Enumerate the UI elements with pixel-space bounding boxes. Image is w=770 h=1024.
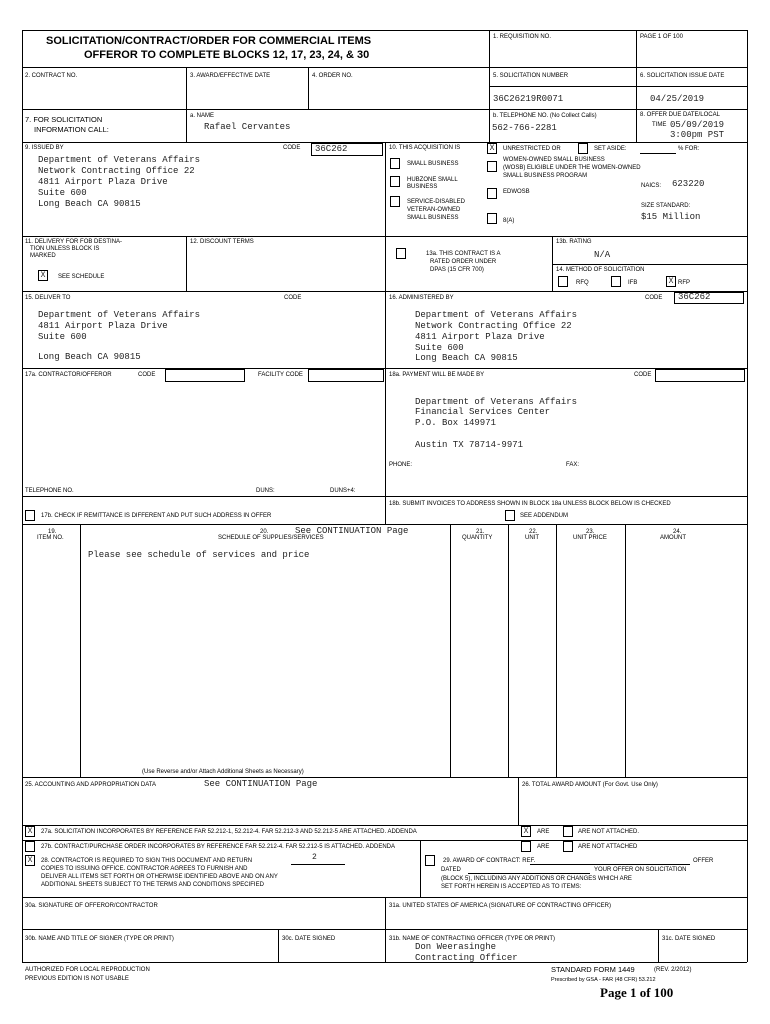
total-award-label: 26. TOTAL AWARD AMOUNT (For Govt. Use Only) xyxy=(522,782,658,788)
officer-title: Contracting Officer xyxy=(415,953,518,963)
sdvosb-checkbox[interactable] xyxy=(390,196,400,207)
block27b-are-checkbox[interactable] xyxy=(521,841,531,852)
rule-mid-18b xyxy=(385,496,386,524)
administered-by-line-4: Suite 600 xyxy=(415,343,464,353)
block27b-checkbox[interactable] xyxy=(25,841,35,852)
contract-no-label: 2. CONTRACT NO. xyxy=(25,73,78,79)
payment-code-box[interactable] xyxy=(655,369,745,382)
ifb-checkbox[interactable] xyxy=(611,276,621,287)
size-standard-value[interactable]: $15 Million xyxy=(641,212,701,222)
delivery-fob-label-3: MARKED xyxy=(30,253,56,259)
name-label: a. NAME xyxy=(190,113,215,119)
block27b-are-not-checkbox[interactable] xyxy=(563,841,573,852)
rule-top xyxy=(22,30,747,31)
name-31b-label: 31b. NAME OF CONTRACTING OFFICER (TYPE OR PRINT) xyxy=(389,936,556,942)
requisition-label: 1. REQUISITION NO. xyxy=(493,34,552,40)
rule-mid xyxy=(385,142,386,496)
footer-form-name: STANDARD FORM 1449 xyxy=(551,965,635,974)
block28-line-3: DELIVER ALL ITEMS SET FORTH OR OTHERWISE IDENTIFIED ABOVE AND ON ANY xyxy=(41,874,278,880)
col20-num: 20. xyxy=(260,529,269,535)
administered-by-label: 16. ADMINISTERED BY xyxy=(389,295,454,301)
block29-checkbox[interactable] xyxy=(425,855,435,866)
solicitation-info-label-2: INFORMATION CALL: xyxy=(34,125,109,134)
see-schedule-label: SEE SCHEDULE xyxy=(58,274,105,280)
eight-a-checkbox[interactable] xyxy=(487,213,497,224)
rfq-checkbox[interactable] xyxy=(558,276,568,287)
discount-terms-label: 12. DISCOUNT TERMS xyxy=(190,239,254,245)
invoice-label: 18b. SUBMIT INVOICES TO ADDRESS SHOWN IN BLOCK 18a UNLESS BLOCK BELOW IS CHECKED xyxy=(389,501,671,507)
telephone-label: b. TELEPHONE NO. (No Collect Calls) xyxy=(493,113,597,119)
block27a-are-not-label: ARE NOT ATTACHED. xyxy=(578,829,640,835)
rfp-label: RFP xyxy=(678,280,690,286)
contractor-code-box[interactable] xyxy=(165,369,245,382)
addendum-label: SEE ADDENDUM xyxy=(520,513,569,519)
rule-col-23 xyxy=(556,524,557,777)
name-30b-label: 30b. NAME AND TITLE OF SIGNER (TYPE OR PRINT) xyxy=(25,936,174,942)
sdvosb-label-2: VETERAN-OWNED xyxy=(407,207,461,213)
rated-order-label: 13a. THIS CONTRACT IS A xyxy=(426,251,501,257)
footer-reproduction: AUTHORIZED FOR LOCAL REPRODUCTION xyxy=(25,967,150,973)
col23-label: UNIT PRICE xyxy=(573,535,607,541)
solicitation-no-value[interactable]: 36C26219R0071 xyxy=(493,94,564,104)
block29-dated: DATED xyxy=(441,867,461,873)
contractor-label: 17a. CONTRACTOR/OFFEROR xyxy=(25,372,112,378)
footer-previous-edition: PREVIOUS EDITION IS NOT USABLE xyxy=(25,976,129,982)
delivery-fob-label: 11. DELIVERY FOR FOB DESTINA- xyxy=(25,239,123,245)
rule-col-20 xyxy=(80,524,81,777)
award-date-label: 3. AWARD/EFFECTIVE DATE xyxy=(190,73,271,79)
payment-fax-label: FAX: xyxy=(566,462,580,468)
col20-note: See CONTINUATION Page xyxy=(295,526,409,536)
eight-a-label: 8(A) xyxy=(503,218,515,224)
administered-by-code-box[interactable] xyxy=(674,292,744,304)
footer-form-rev: (REV. 2/2012) xyxy=(654,967,692,973)
rule-row27a xyxy=(22,825,747,826)
block27b-are-label: ARE xyxy=(537,844,550,850)
block29-dated-line xyxy=(468,873,590,874)
payment-phone-label: PHONE: xyxy=(389,462,413,468)
block27a-text: 27a. SOLICITATION INCORPORATES BY REFERENCE FAR 52.212-1, 52.212-4. FAR 52.212-3 AND 52.212-5 ARE ATTACHED. ADDENDA xyxy=(41,829,417,835)
order-no-label: 4. ORDER NO. xyxy=(312,73,353,79)
date-30c-label: 30c. DATE SIGNED xyxy=(282,936,336,942)
administered-by-line-5: Long Beach CA 90815 xyxy=(415,353,518,363)
deliver-to-line-1: Department of Veterans Affairs xyxy=(38,310,201,320)
issued-by-line-5: Long Beach CA 90815 xyxy=(38,199,141,209)
offer-due-label: 8. OFFER DUE DATE/LOCAL xyxy=(640,112,720,118)
issue-date-value[interactable]: 04/25/2019 xyxy=(650,94,705,104)
issued-by-line-1: Department of Veterans Affairs xyxy=(38,155,201,165)
facility-code-label: FACILITY CODE xyxy=(258,372,303,378)
acquisition-label: 10. THIS ACQUISITION IS xyxy=(389,145,461,151)
rule-col-5 xyxy=(489,30,490,142)
date-31c-label: 31c. DATE SIGNED xyxy=(662,936,716,942)
block28-copies-value[interactable]: 2 xyxy=(312,853,317,862)
offer-due-time-label: TIME xyxy=(652,122,667,128)
rule-13b-14 xyxy=(552,264,747,265)
issued-by-code-box[interactable] xyxy=(311,143,383,156)
col19-num: 19. xyxy=(48,529,57,535)
block28-line-2: COPIES TO ISSUING OFFICE. CONTRACTOR AGREES TO FURNISH AND xyxy=(41,866,248,872)
unrestricted-label: UNRESTRICTED OR xyxy=(503,146,561,152)
col24-label: AMOUNT xyxy=(660,535,686,541)
deliver-to-line-2: 4811 Airport Plaza Drive xyxy=(38,321,168,331)
rule-right xyxy=(747,30,748,962)
remittance-label: 17b. CHECK IF REMITTANCE IS DIFFERENT AND PUT SUCH ADDRESS IN OFFER xyxy=(41,513,272,519)
col23-num: 23. xyxy=(586,529,595,535)
payment-line-2: Financial Services Center xyxy=(415,407,551,417)
rule-col-3 xyxy=(186,67,187,109)
rule-col-22 xyxy=(508,524,509,777)
see-schedule-checkbox[interactable]: X xyxy=(38,270,48,281)
rule-col-4 xyxy=(308,67,309,109)
remittance-checkbox[interactable] xyxy=(25,510,35,521)
contractor-telephone-label: TELEPHONE NO. xyxy=(25,488,74,494)
offer-due-date-value[interactable]: 05/09/2019 xyxy=(670,120,725,130)
duns-label: DUNS: xyxy=(256,488,275,494)
form-subtitle: OFFEROR TO COMPLETE BLOCKS 12, 17, 23, 24, & 30 xyxy=(84,49,370,61)
wosb-label-2: (WOSB) ELIGIBLE UNDER THE WOMEN-OWNED xyxy=(503,165,641,171)
method-label: 14. METHOD OF SOLICITATION xyxy=(556,267,645,273)
unrestricted-checkbox[interactable]: X xyxy=(487,143,497,154)
block29-offer: OFFER xyxy=(693,858,714,864)
col21-num: 21. xyxy=(476,529,485,535)
sdvosb-label: SERVICE-DISABLED xyxy=(407,199,465,205)
contractor-code-label: CODE xyxy=(138,372,156,378)
set-aside-label: SET ASIDE: xyxy=(594,146,627,152)
issued-by-label: 9. ISSUED BY xyxy=(25,145,64,151)
pct-for-label: % FOR: xyxy=(678,146,700,152)
col20-label: SCHEDULE OF SUPPLIES/SERVICES xyxy=(218,535,324,541)
rfp-checkbox[interactable]: X xyxy=(666,276,676,287)
officer-name: Don Weerasinghe xyxy=(415,942,497,952)
set-aside-checkbox[interactable] xyxy=(578,143,588,154)
rule-schedule-head xyxy=(22,524,747,525)
administered-by-line-2: Network Contracting Office 22 xyxy=(415,321,572,331)
size-standard-label: SIZE STANDARD: xyxy=(641,203,691,209)
block27a-are-checkbox[interactable]: X xyxy=(521,826,531,837)
telephone-value[interactable]: 562-766-2281 xyxy=(492,123,557,133)
naics-value[interactable]: 623220 xyxy=(672,179,705,189)
accounting-label: 25. ACCOUNTING AND APPROPRIATION DATA xyxy=(25,782,157,788)
hubzone-label-2: BUSINESS xyxy=(407,184,438,190)
block29-ref-line xyxy=(530,864,690,865)
issued-by-line-4: Suite 600 xyxy=(38,188,87,198)
rule-col-31c xyxy=(658,929,659,962)
administered-by-line-1: Department of Veterans Affairs xyxy=(415,310,578,320)
offer-due-time-value[interactable]: 3:00pm PST xyxy=(670,130,725,140)
set-aside-pct-line xyxy=(640,153,676,154)
rating-label: 13b. RATING xyxy=(556,239,592,245)
wosb-checkbox[interactable] xyxy=(487,161,497,172)
solicitation-info-label: 7. FOR SOLICITATION xyxy=(25,115,103,124)
schedule-footnote: (Use Reverse and/or Attach Additional Sheets as Necessary) xyxy=(142,769,304,775)
block28-line-4: ADDITIONAL SHEETS SUBJECT TO THE TERMS AND CONDITIONS SPECIFIED xyxy=(41,882,264,888)
block28-checkbox[interactable]: X xyxy=(25,855,35,866)
rule-col-30c xyxy=(278,929,279,962)
facility-code-box[interactable] xyxy=(308,369,384,382)
rating-value[interactable]: N/A xyxy=(594,250,611,260)
block29-line-3: (BLOCK 5), INCLUDING ANY ADDITIONS OR CHANGES WHICH ARE xyxy=(441,876,632,882)
rule-col-21 xyxy=(450,524,451,777)
addendum-checkbox[interactable] xyxy=(505,510,515,521)
accounting-value: See CONTINUATION Page xyxy=(204,779,318,789)
rule-col-24 xyxy=(625,524,626,777)
col19-label: ITEM NO. xyxy=(37,535,64,541)
small-business-checkbox[interactable] xyxy=(390,158,400,169)
payment-line-1: Department of Veterans Affairs xyxy=(415,397,578,407)
rule-row25 xyxy=(22,777,747,778)
rfq-label: RFQ xyxy=(576,280,589,286)
block27a-are-not-checkbox[interactable] xyxy=(563,826,573,837)
block29-your-offer: YOUR OFFER ON SOLICITATION xyxy=(594,867,687,873)
block28-copies-line xyxy=(291,864,345,865)
hubzone-label: HUBZONE SMALL xyxy=(407,177,458,183)
deliver-to-line-3: Suite 600 xyxy=(38,332,87,342)
col22-num: 22. xyxy=(529,529,538,535)
rule-col-26 xyxy=(518,777,519,825)
hubzone-checkbox[interactable] xyxy=(390,176,400,187)
rule-bottom xyxy=(22,962,747,963)
issue-date-label: 6. SOLICITATION ISSUE DATE xyxy=(640,73,725,79)
administered-by-line-3: 4811 Airport Plaza Drive xyxy=(415,332,545,342)
administered-by-code-label: CODE xyxy=(645,295,663,301)
issued-by-code-label: CODE xyxy=(283,145,301,151)
rule-left xyxy=(22,30,23,962)
deliver-to-label: 15. DELIVER TO xyxy=(25,295,71,301)
rule-col-6 xyxy=(636,30,637,142)
sdvosb-label-3: SMALL BUSINESS xyxy=(407,215,459,221)
issued-by-line-2: Network Contracting Office 22 xyxy=(38,166,195,176)
rated-order-label-2: RATED ORDER UNDER xyxy=(430,259,497,265)
rated-order-checkbox[interactable] xyxy=(396,248,406,259)
schedule-body-text: Please see schedule of services and price xyxy=(88,550,310,560)
rule-col-29 xyxy=(420,840,421,897)
deliver-to-code-label: CODE xyxy=(284,295,302,301)
payment-by-label: 18a. PAYMENT WILL BE MADE BY xyxy=(389,372,485,378)
wosb-label: WOMEN-OWNED SMALL BUSINESS xyxy=(503,157,605,163)
rule-row27b xyxy=(22,840,747,841)
wosb-label-3: SMALL BUSINESS PROGRAM xyxy=(503,173,588,179)
rule-row7 xyxy=(22,109,747,110)
issued-by-line-3: 4811 Airport Plaza Drive xyxy=(38,177,168,187)
sig-31a-label: 31a. UNITED STATES OF AMERICA (SIGNATURE OF CONTRACTING OFFICER) xyxy=(389,903,612,909)
col21-label: QUANTITY xyxy=(462,535,493,541)
naics-label: NAICS: xyxy=(641,183,662,189)
rule-col-13b xyxy=(552,236,553,291)
rule-col-7a xyxy=(186,109,187,142)
rated-order-label-3: DPAS (15 CFR 700) xyxy=(430,267,484,273)
block27b-are-not-label: ARE NOT ATTACHED xyxy=(578,844,638,850)
block27a-are-label: ARE xyxy=(537,829,550,835)
form-title: SOLICITATION/CONTRACT/ORDER FOR COMMERCIAL ITEMS xyxy=(46,35,372,47)
footer-prescribed: Prescribed by GSA - FAR (48 CFR) 53.212 xyxy=(551,977,656,983)
edwosb-label: EDWOSB xyxy=(503,189,530,195)
col22-label: UNIT xyxy=(525,535,539,541)
block27b-text: 27b. CONTRACT/PURCHASE ORDER INCORPORATES BY REFERENCE FAR 52.212-4. FAR 52.212-5 IS ATTACHED. ADDENDA xyxy=(41,844,395,850)
administered-by-code-value: 36C262 xyxy=(678,292,711,302)
edwosb-checkbox[interactable] xyxy=(487,188,497,199)
col24-num: 24. xyxy=(673,529,682,535)
payment-line-3: P.O. Box 149971 xyxy=(415,418,497,428)
rule-mid-sig xyxy=(385,897,386,962)
footer-page-number: Page 1 of 100 xyxy=(600,985,674,1000)
ifb-label: IFB xyxy=(628,280,638,286)
payment-city: Austin TX 78714-9971 xyxy=(415,440,524,450)
solicitation-no-label: 5. SOLICITATION NUMBER xyxy=(493,73,569,79)
block29-line-4: SET FORTH HEREIN IS ACCEPTED AS TO ITEMS: xyxy=(441,884,582,890)
delivery-fob-label-2: TION UNLESS BLOCK IS xyxy=(30,246,100,252)
small-business-label: SMALL BUSINESS xyxy=(407,161,459,167)
rule-row2-mid xyxy=(489,86,747,87)
duns4-label: DUNS+4: xyxy=(330,488,356,494)
payment-code-label: CODE xyxy=(634,372,652,378)
page-count-label: PAGE 1 OF 100 xyxy=(640,34,683,40)
rule-row2 xyxy=(22,67,747,68)
deliver-to-city: Long Beach CA 90815 xyxy=(38,352,141,362)
block28-line-1: 28. CONTRACTOR IS REQUIRED TO SIGN THIS DOCUMENT AND RETURN xyxy=(41,858,253,864)
issued-by-code-value: 36C262 xyxy=(315,144,348,154)
block29-line-1: 29. AWARD OF CONTRACT: REF. xyxy=(443,858,536,864)
block27a-checkbox[interactable]: X xyxy=(25,826,35,837)
contact-name-value[interactable]: Rafael Cervantes xyxy=(204,122,291,132)
rule-col-12 xyxy=(186,236,187,291)
sig-30a-label: 30a. SIGNATURE OF OFFEROR/CONTRACTOR xyxy=(25,903,158,909)
